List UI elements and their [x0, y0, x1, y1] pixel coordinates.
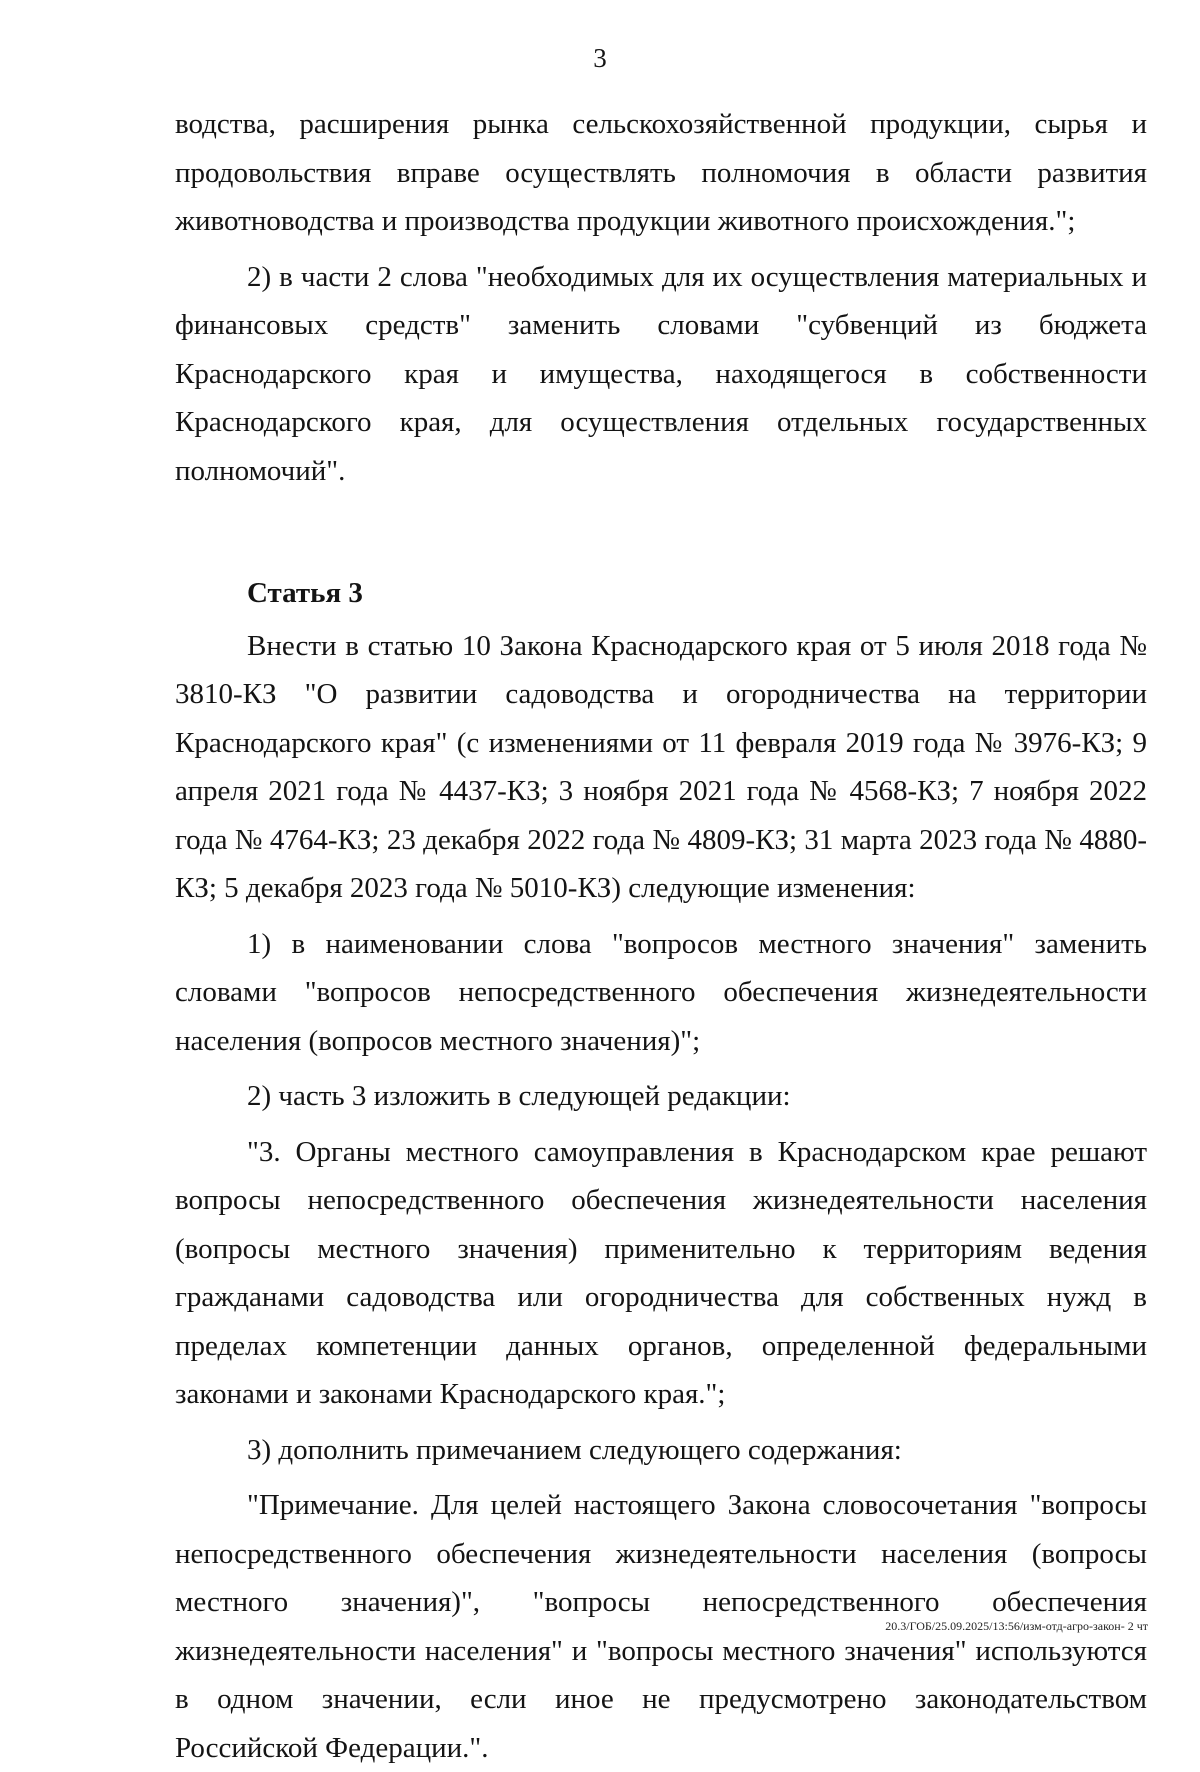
paragraph-continuation: водства, расширения рынка сельскохозяйственной продукции, сырья и продовольствия вправе осуществлять полномочия в области развития животноводства и производства продукции животного происхождения.";: [175, 108, 1147, 237]
paragraph-item-2: 2) в части 2 слова "необходимых для их осуществления материальных и финансовых средств" заменить словами "субвенций из бюджета Краснодарского края и имущества, находящегося в собственности Краснодарского края, для осуществления отдельных государственных полномочий".: [175, 260, 1147, 487]
paragraph-item-3: 3) дополнить примечанием следующего содержания:: [247, 1433, 902, 1466]
paragraph-item-2-part3: 2) часть 3 изложить в следующей редакции:: [247, 1080, 791, 1112]
document-footer-code: 20.3/ГОБ/25.09.2025/13:56/изм-отд-агро-закон- 2 чт: [885, 1619, 1148, 1633]
article-heading: Статья 3: [247, 577, 363, 609]
document-body: [175, 100, 1147, 1772]
paragraph-article-intro: Внести в статью 10 Закона Краснодарского края от 5 июля 2018 года № 3810-КЗ "О развитии садоводства и огородничества на территории Краснодарского края" (с изменениями от 11 февраля 2019 года № 3976-КЗ; 9 апреля 2021 года № 4437-КЗ; 3 ноября 2021 года № 4568-КЗ; 7 ноября 2022 года № 4764-КЗ; 23 декабря 2022 года № 4809-КЗ; 31 марта 2023 года № 4880-КЗ; 5 декабря 2023 года № 5010-КЗ) следующие изменения:: [175, 629, 1147, 904]
page-number: 3: [593, 43, 607, 73]
paragraph-quoted-part3: "3. Органы местного самоуправления в Краснодарском крае решают вопросы непосредственного обеспечения жизнедеятельности населения (вопросы местного значения) применительно к территориям ведения гражданами садоводства или огородничества для собственных нужд в пределах компетенции данных органов, определенной федеральными законами и законами Краснодарского края.";: [175, 1135, 1147, 1410]
paragraph-note: "Примечание. Для целей настоящего Закона словосочетания "вопросы непосредственного обеспечения жизнедеятельности населения (вопросы местного значения)", "вопросы непосредственного обеспечения жизнедеятельности населения" и "вопросы местного значения" используются в одном значении, если иное не предусмотрено законодательством Российской Федерации.".: [175, 1489, 1147, 1764]
paragraph-item-1: 1) в наименовании слова "вопросов местного значения" заменить словами "вопросов непосредственного обеспечения жизнедеятельности населения (вопросов местного значения)";: [175, 927, 1147, 1057]
